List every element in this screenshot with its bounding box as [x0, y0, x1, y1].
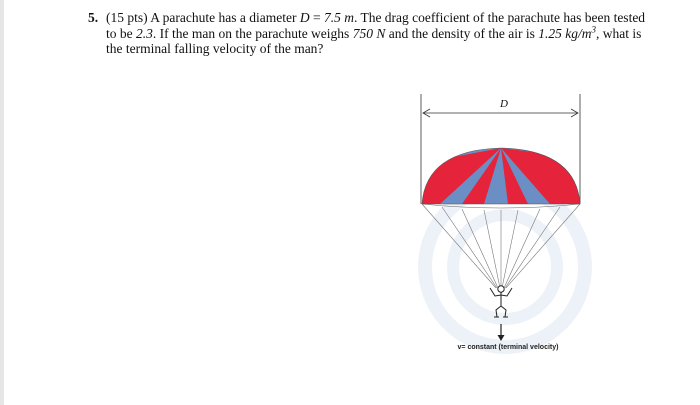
diameter-symbol: D [299, 10, 310, 25]
dimension-label: D [500, 98, 508, 110]
problem-text-part: and the density of the air is [385, 25, 539, 41]
problem-points: (15 pts) [106, 10, 148, 25]
problem-statement [88, 10, 648, 57]
weight-value: 750 N [352, 25, 386, 41]
watermark-circles [425, 187, 585, 347]
problem-text [106, 10, 648, 57]
drag-coefficient-value: 2.3 [136, 25, 153, 41]
parachute-figure [400, 92, 610, 362]
problem-text-part: A parachute has a diameter [147, 10, 300, 25]
problem-text-part: = [309, 10, 324, 25]
air-density-value: 1.25 $kg/m^3$ [538, 24, 597, 41]
diameter-value: 7.5 m [323, 10, 354, 25]
velocity-arrow [498, 324, 505, 341]
problem-text-part: . If the man on the parachute weighs [152, 25, 353, 41]
problem-number: 5. [88, 10, 99, 25]
problem-text-part: , what is the terminal falling velocity of the man? [106, 25, 642, 56]
parachute-canopy [400, 132, 610, 212]
problem-text-part: . The drag coefficient of the parachute has been tested to be [106, 10, 646, 41]
page-edge [0, 0, 4, 405]
figure-caption: v= constant (terminal velocity) [457, 344, 559, 351]
